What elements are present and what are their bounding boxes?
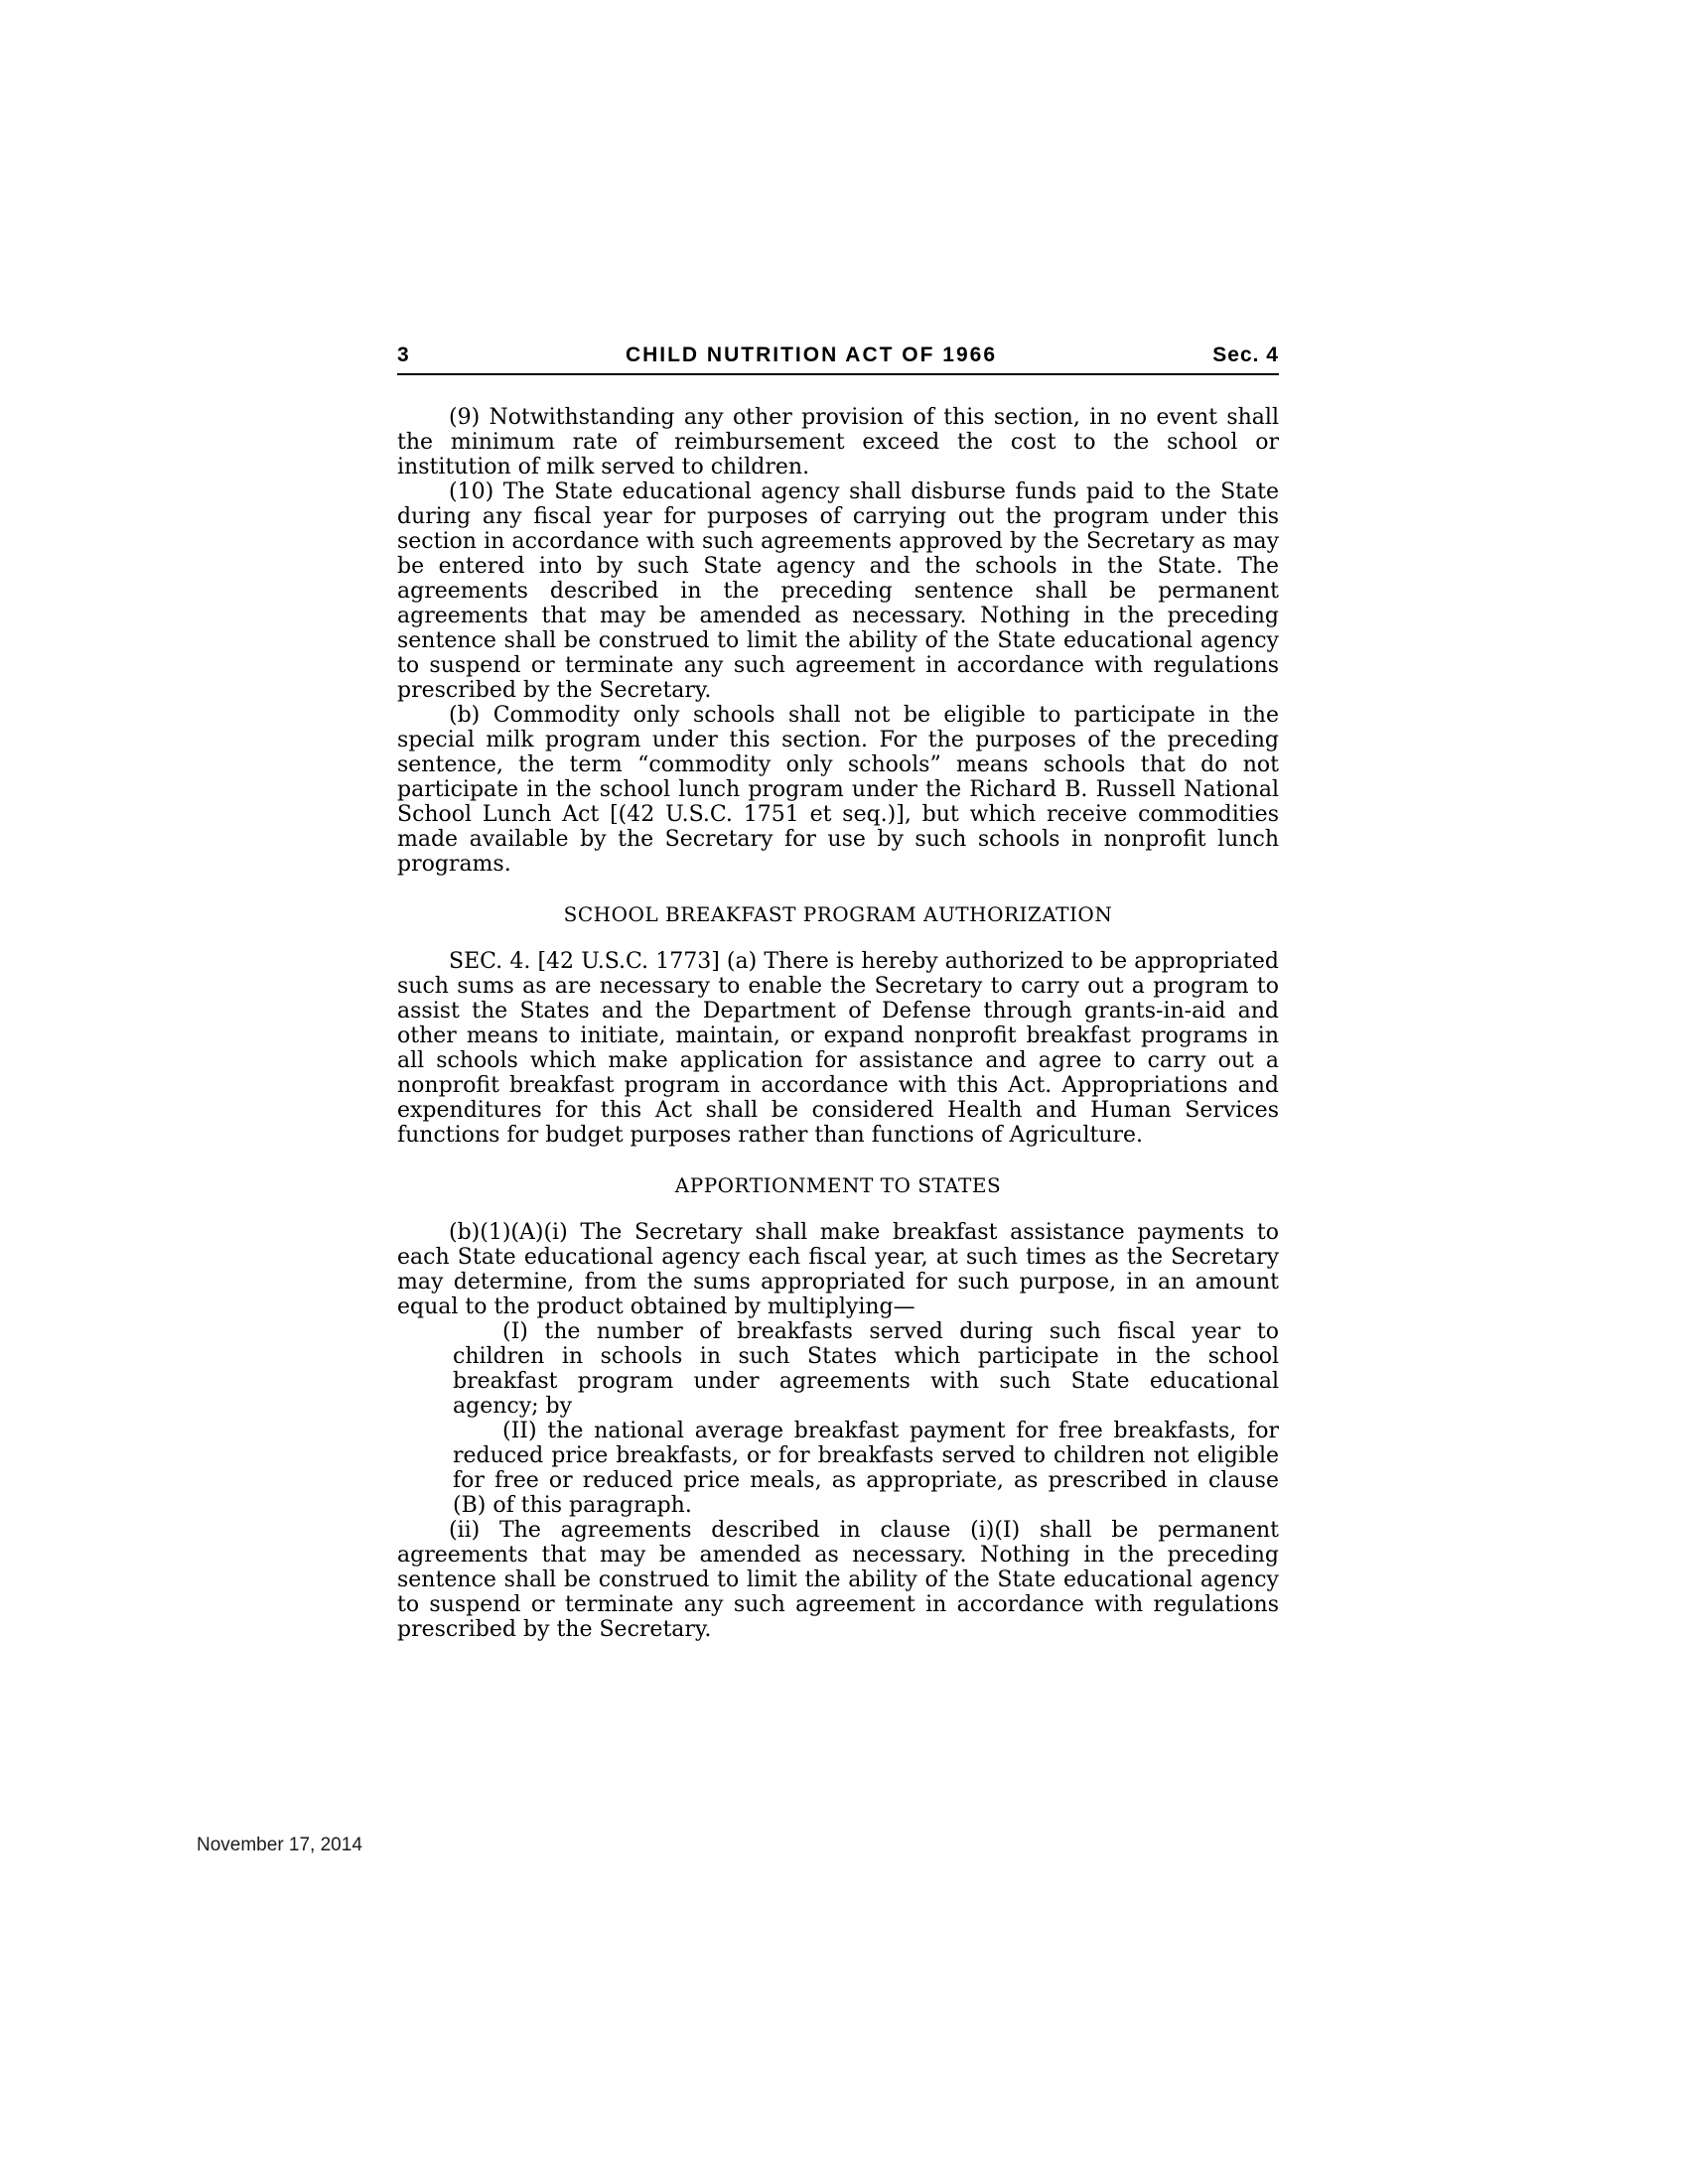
paragraph-ii: (ii) The agreements described in clause (i)(I) shall be permanent agreements that may be amended as necessary. Nothing in the preceding sentence shall be construed to limit the ability of the State educational agency to suspend or terminate any such agreement in accordance with regulations prescribed by the Secretary. <box>397 1518 1279 1642</box>
paragraph-10: (10) The State educational agency shall disburse funds paid to the State during any fiscal year for purposes of carrying out the program under this section in accordance with such agreements approved by the Secretary as may be entered into by such State agency and the schools in the State. The agreements described in the preceding sentence shall be permanent agreements that may be amended as necessary. Nothing in the preceding sentence shall be construed to limit the ability of the State educational agency to suspend or terminate any such agreement in accordance with regulations prescribed by the Secretary. <box>397 479 1279 703</box>
paragraph-9: (9) Notwithstanding any other provision of this section, in no event shall the minimum rate of reimbursement exceed the cost to the school or institution of milk served to children. <box>397 405 1279 479</box>
clause-I: (I) the number of breakfasts served during such fiscal year to children in schools in such States which participate in the school breakfast program under agreements with such State educational agency; by <box>453 1319 1279 1419</box>
paragraph-sec-4: SEC. 4. [42 U.S.C. 1773] (a) There is hereby authorized to be appropriated such sums as are necessary to enable the Secretary to carry out a program to assist the States and the Department of Defense through grants-in-aid and other means to initiate, maintain, or expand nonprofit breakfast programs in all schools which make application for assistance and agree to carry out a nonprofit breakfast program in accordance with this Act. Appropriations and expenditures for this Act shall be considered Health and Human Services functions for budget purposes rather than functions of Agriculture. <box>397 949 1279 1148</box>
clause-II: (II) the national average breakfast payment for free breakfasts, for reduced price breakfasts, or for breakfasts served to children not eligible for free or reduced price meals, as appropriate, as prescribed in clause (B) of this paragraph. <box>453 1419 1279 1518</box>
document-body <box>397 405 1279 1642</box>
page-header <box>397 343 1279 367</box>
heading-apportionment-to-states: APPORTIONMENT TO STATES <box>674 1173 1002 1197</box>
section-label: Sec. 4 <box>1212 343 1279 366</box>
paragraph-b1ai: (b)(1)(A)(i) The Secretary shall make breakfast assistance payments to each State educational agency each fiscal year, at such times as the Secretary may determine, from the sums appropriated for such purpose, in an amount equal to the product obtained by multiplying— <box>397 1220 1279 1319</box>
heading-school-breakfast-authorization: SCHOOL BREAKFAST PROGRAM AUTHORIZATION <box>563 902 1113 926</box>
footer-date: November 17, 2014 <box>197 1835 362 1855</box>
header-rule <box>397 373 1279 375</box>
page-number: 3 <box>397 343 410 366</box>
text-column <box>397 343 1279 1642</box>
paragraph-b-commodity-schools: (b) Commodity only schools shall not be eligible to participate in the special milk program under this section. For the purposes of the preceding sentence, the term “commodity only schools” means schools that do not participate in the school lunch program under the Richard B. Russell National School Lunch Act [(42 U.S.C. 1751 et seq.)], but which receive commodities made available by the Secretary for use by such schools in nonprofit lunch programs. <box>397 703 1279 877</box>
document-title: CHILD NUTRITION ACT OF 1966 <box>625 343 998 366</box>
